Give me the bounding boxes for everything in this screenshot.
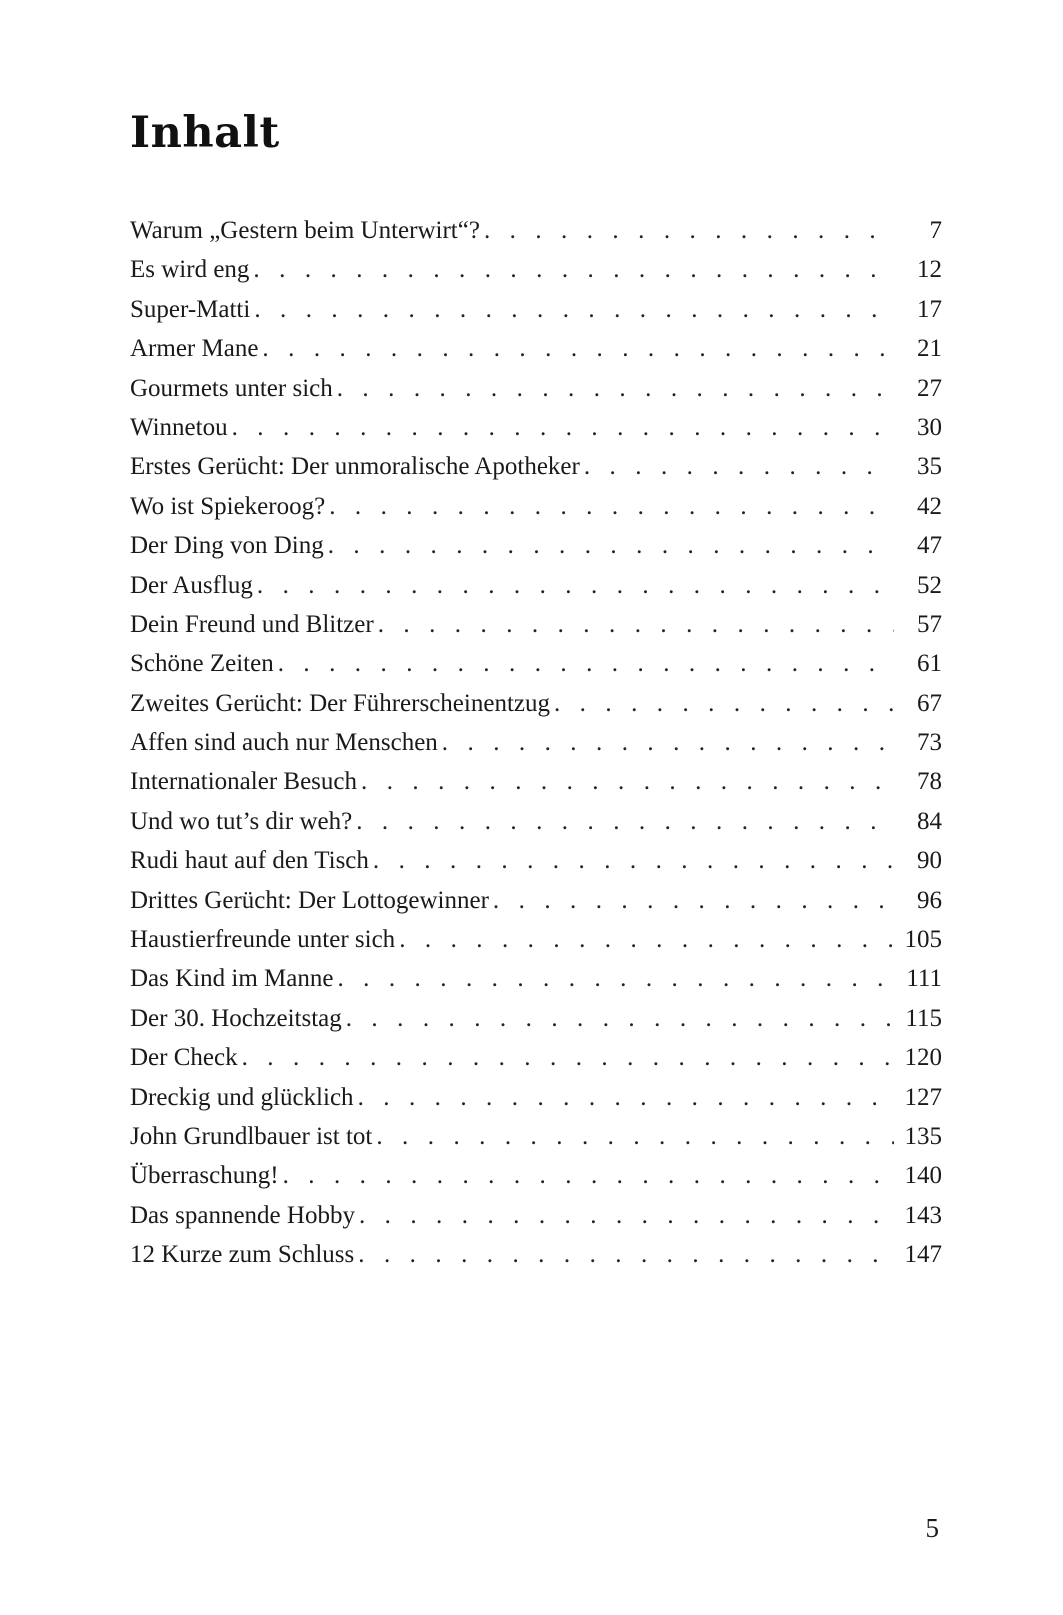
toc-dot-leader	[337, 369, 894, 408]
toc-entry-page: 115	[905, 1004, 942, 1032]
toc-entry-title: John Grundlbauer ist tot	[130, 1122, 373, 1150]
toc-dot-leader	[378, 605, 894, 644]
toc-entry-page: 67	[917, 689, 942, 717]
toc-entry-page: 47	[917, 532, 942, 560]
toc-entry	[130, 881, 942, 920]
toc-entry-page: 12	[917, 256, 942, 284]
toc-entry-title: Der Ding von Ding	[130, 532, 324, 560]
toc-entry	[130, 802, 942, 841]
toc-dot-leader	[358, 1235, 894, 1274]
toc-entry-title: Rudi haut auf den Tisch	[130, 847, 369, 875]
toc-entry-page: 135	[904, 1122, 942, 1150]
toc-entry	[130, 1156, 942, 1195]
toc-entry-title: Drittes Gerücht: Der Lottogewinner	[130, 886, 489, 914]
toc-dot-leader	[361, 762, 894, 801]
toc-entry-page: 17	[917, 295, 942, 323]
toc-entry	[130, 566, 942, 605]
toc-entry-page: 73	[917, 729, 942, 757]
toc-entry-title: Es wird eng	[130, 256, 250, 284]
toc-entry	[130, 369, 942, 408]
toc-entry-title: Überraschung!	[130, 1162, 279, 1190]
toc-entry	[130, 723, 942, 762]
toc-entry-title: 12 Kurze zum Schluss	[130, 1241, 355, 1269]
toc-dot-leader	[283, 1156, 894, 1195]
toc-dot-leader	[493, 881, 894, 920]
toc-entry-page: 42	[917, 492, 942, 520]
toc-entry-title: Internationaler Besuch	[130, 768, 357, 796]
toc-entry	[130, 644, 942, 683]
toc-entry	[130, 526, 942, 565]
toc-entry-title: Zweites Gerücht: Der Führerscheinentzug	[130, 689, 550, 717]
toc-dot-leader	[399, 920, 894, 959]
toc-entry-title: Gourmets unter sich	[130, 374, 333, 402]
toc-entry-title: Schöne Zeiten	[130, 650, 274, 678]
toc-entry	[130, 1196, 942, 1235]
toc-entry-title: Warum „Gestern beim Unterwirt“?	[130, 217, 480, 244]
toc-entry-title: Super-Matti	[130, 295, 251, 323]
toc-entry-title: Winnetou	[130, 413, 228, 441]
toc-entry-page: 127	[904, 1083, 942, 1111]
toc-entry-page: 57	[917, 610, 942, 638]
toc-entry-page: 111	[906, 965, 942, 993]
toc-entry	[130, 211, 942, 250]
toc-entry-page: 90	[917, 847, 942, 875]
toc-entry-page: 30	[917, 413, 942, 441]
toc-entry	[130, 841, 942, 880]
toc-dot-leader	[346, 999, 894, 1038]
toc-entry	[130, 329, 942, 368]
toc-entry	[130, 999, 942, 1038]
toc-entry-title: Der Check	[130, 1044, 238, 1072]
toc-entry	[130, 684, 942, 723]
toc-entry-title: Erstes Gerücht: Der unmoralische Apotheker	[130, 453, 580, 481]
toc-entry	[130, 487, 942, 526]
toc-entry-page: 147	[904, 1241, 942, 1269]
toc-entry	[130, 250, 942, 289]
toc-dot-leader	[484, 211, 894, 250]
toc-entry-page: 140	[904, 1162, 942, 1190]
toc-entry-title: Haustierfreunde unter sich	[130, 926, 396, 954]
toc-entry	[130, 447, 942, 486]
toc-entry	[130, 959, 942, 998]
toc-dot-leader	[584, 447, 894, 486]
toc-dot-leader	[554, 684, 894, 723]
toc-entry-title: Und wo tut’s dir weh?	[130, 807, 353, 835]
toc-dot-leader	[262, 329, 894, 368]
toc-dot-leader	[373, 841, 894, 880]
toc-dot-leader	[328, 526, 894, 565]
toc-entry-title: Armer Mane	[130, 335, 259, 363]
toc-entry-page: 105	[904, 926, 942, 954]
toc-entry	[130, 1078, 942, 1117]
toc-entry-page: 84	[917, 807, 942, 835]
toc-entry-page: 27	[917, 374, 942, 402]
toc-entry-title: Das spannende Hobby	[130, 1201, 355, 1229]
toc-dot-leader	[337, 959, 894, 998]
page-number: 5	[925, 1513, 939, 1543]
toc-entry	[130, 408, 942, 447]
toc-dot-leader	[257, 566, 894, 605]
table-of-contents	[130, 211, 942, 1275]
toc-entry-page: 61	[917, 650, 942, 678]
toc-entry	[130, 1038, 942, 1077]
toc-dot-leader	[358, 1078, 894, 1117]
toc-entry-title: Der 30. Hochzeitstag	[130, 1004, 342, 1032]
toc-entry-page: 7	[929, 217, 942, 244]
toc-entry-title: Das Kind im Manne	[130, 965, 334, 993]
toc-entry-title: Der Ausflug	[130, 571, 253, 599]
toc-dot-leader	[329, 487, 894, 526]
toc-entry	[130, 762, 942, 801]
toc-dot-leader	[356, 802, 894, 841]
toc-entry-page: 52	[917, 571, 942, 599]
toc-entry-title: Affen sind auch nur Menschen	[130, 729, 438, 757]
toc-entry	[130, 290, 942, 329]
toc-dot-leader	[278, 644, 894, 683]
toc-entry	[130, 920, 942, 959]
toc-entry-title: Dreckig und glücklich	[130, 1083, 354, 1111]
toc-dot-leader	[232, 408, 894, 447]
toc-entry	[130, 605, 942, 644]
toc-entry-title: Dein Freund und Blitzer	[130, 610, 374, 638]
toc-dot-leader	[359, 1196, 894, 1235]
toc-dot-leader	[442, 723, 894, 762]
toc-dot-leader	[376, 1117, 894, 1156]
toc-entry	[130, 1117, 942, 1156]
toc-entry	[130, 1235, 942, 1274]
toc-entry-page: 78	[917, 768, 942, 796]
toc-entry-page: 35	[917, 453, 942, 481]
page-title: Inhalt	[130, 108, 280, 158]
toc-entry-page: 96	[917, 886, 942, 914]
toc-entry-title: Wo ist Spiekeroog?	[130, 492, 326, 520]
toc-entry-page: 21	[917, 335, 942, 363]
toc-entry-page: 143	[904, 1201, 942, 1229]
toc-dot-leader	[242, 1038, 894, 1077]
toc-entry-page: 120	[904, 1044, 942, 1072]
toc-dot-leader	[254, 290, 894, 329]
toc-dot-leader	[253, 250, 894, 289]
